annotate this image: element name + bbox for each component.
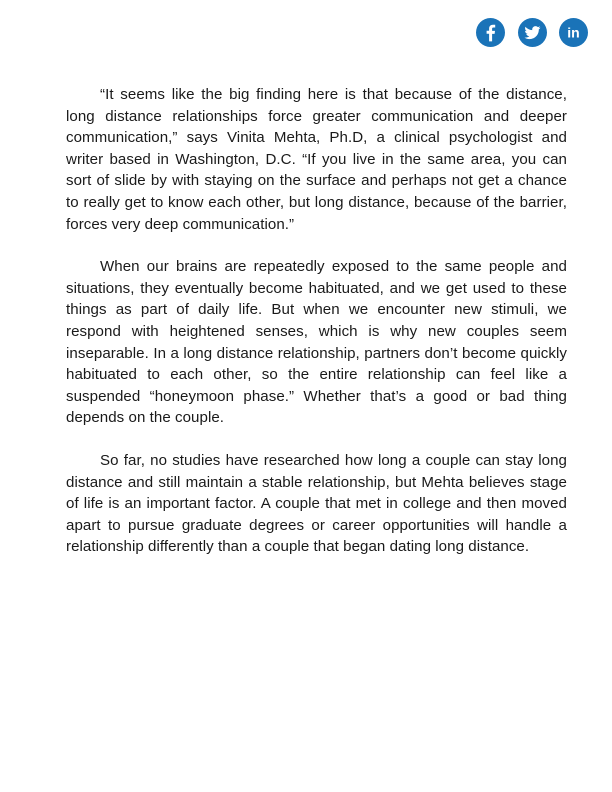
paragraph-stage-of-life: So far, no studies have researched how long a couple can stay long distance and still maintain a stable relationship, but Mehta believes stage of life is an important factor. A couple that met in college and then moved apart to pursue graduate degrees or career opportunities will handle a relationship differently than a couple that began dating long distance.: [66, 451, 567, 556]
twitter-share-button[interactable]: [518, 18, 547, 47]
facebook-icon: [476, 18, 505, 47]
linkedin-icon: [559, 18, 588, 47]
social-share-bar: [476, 16, 588, 48]
paragraph-habituation: When our brains are repeatedly exposed to the same people and situations, they eventually become habituated, and we get used to these things as part of daily life. But when we encounter new stimuli, we respond with heightened senses, which is why new couples seem inseparable. In a long distance relationship, partners don’t become quickly habituated to each other, so the entire relationship can feel like a suspended “honeymoon phase.” Whether that’s a good or bad thing depends on the couple.: [66, 258, 567, 427]
article-body: [66, 84, 567, 579]
facebook-share-button[interactable]: [476, 18, 505, 47]
twitter-bird-icon: [518, 18, 547, 47]
paragraph-mehta-quote: “It seems like the big finding here is that because of the distance, long distance relationships force greater communication and deeper communication,” says Vinita Mehta, Ph.D, a clinical psychologist and writer based in Washington, D.C. “If you live in the same area, you can sort of slide by with staying on the surface and perhaps not get a chance to really get to know each other, but long distance, because of the barrier, forces very deep communication.”: [66, 86, 567, 233]
linkedin-icon-text: in: [567, 24, 580, 40]
linkedin-share-button[interactable]: [559, 18, 588, 47]
